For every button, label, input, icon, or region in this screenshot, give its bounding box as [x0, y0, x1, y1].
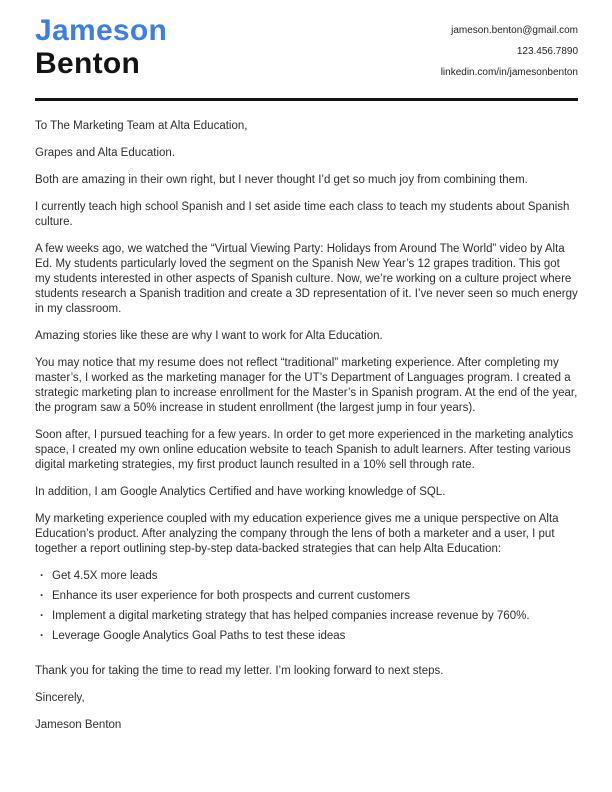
contact-phone: 123.456.7890 [516, 46, 578, 57]
contact-block [441, 14, 578, 83]
strategy-list [35, 569, 578, 644]
contact-linkedin: linkedin.com/in/jamesonbenton [440, 67, 578, 78]
signoff: Sincerely, [35, 692, 85, 704]
paragraph-online-education: Soon after, I pursued teaching for a few years. In order to get more experienced in the marketing analytics space, I created my own online education website to teach Spanish to adult learners. After testing various digital marketing strategies, my first product launch resulted in a 10% sell through rate. [35, 429, 574, 471]
name-block [35, 14, 167, 80]
paragraph-report-intro: My marketing experience coupled with my education experience gives me a unique perspective on Alta Education’s product. After analyzing the company through the lens of both a marketer and a user, I put together a report outlining step-by-step data-backed strategies that can help Alta Education: [35, 513, 559, 555]
paragraph-why-alta: Amazing stories like these are why I want to work for Alta Education. [35, 330, 383, 342]
header-divider [35, 98, 578, 101]
closing-paragraph: Thank you for taking the time to read my letter. I’m looking forward to next steps. [35, 665, 444, 677]
salutation: To The Marketing Team at Alta Education, [35, 120, 248, 132]
letter-body [35, 119, 578, 733]
paragraph-video-story: A few weeks ago, we watched the “Virtual Viewing Party: Holidays from Around The World” video by Alta Ed. My students particularly loved the segment on the Spanish New Year’s 12 grapes tradition. This got my students interested in other aspects of Spanish culture. Now, we’re working on a culture project where students research a Spanish tradition and create a 3D representation of it. I’ve never seen so much energy in my classroom. [35, 243, 578, 315]
list-item-leads: · Get 4.5X more leads [35, 569, 578, 584]
last-name: Benton [35, 47, 141, 80]
paragraph-marketing-experience: You may notice that my resume does not reflect “traditional” marketing experience. After completing my master’s, I worked as the marketing manager for the UT’s Department of Languages program. I created a strategic marketing plan to increase enrollment for the Master’s in Spanish program. At the end of the year, the program saw a 50% increase in student enrollment (the largest jump in four years). [35, 357, 578, 414]
first-name: Jameson [35, 14, 168, 47]
list-item-revenue: · Implement a digital marketing strategy that has helped companies increase revenue by 760%. [35, 609, 578, 624]
paragraph-hook: Grapes and Alta Education. [35, 147, 176, 159]
letter-header [35, 14, 578, 83]
paragraph-certifications: In addition, I am Google Analytics Certified and have working knowledge of SQL. [35, 486, 446, 498]
list-item-goal-paths: · Leverage Google Analytics Goal Paths to test these ideas [35, 629, 578, 644]
signature: Jameson Benton [35, 719, 122, 731]
list-item-user-experience: · Enhance its user experience for both prospects and current customers [35, 589, 578, 604]
paragraph-teaching: I currently teach high school Spanish and I set aside time each class to teach my students about Spanish culture. [35, 201, 570, 228]
contact-email: jameson.benton@gmail.com [451, 25, 578, 36]
paragraph-combining: Both are amazing in their own right, but I never thought I’d get so much joy from combining them. [35, 174, 528, 186]
